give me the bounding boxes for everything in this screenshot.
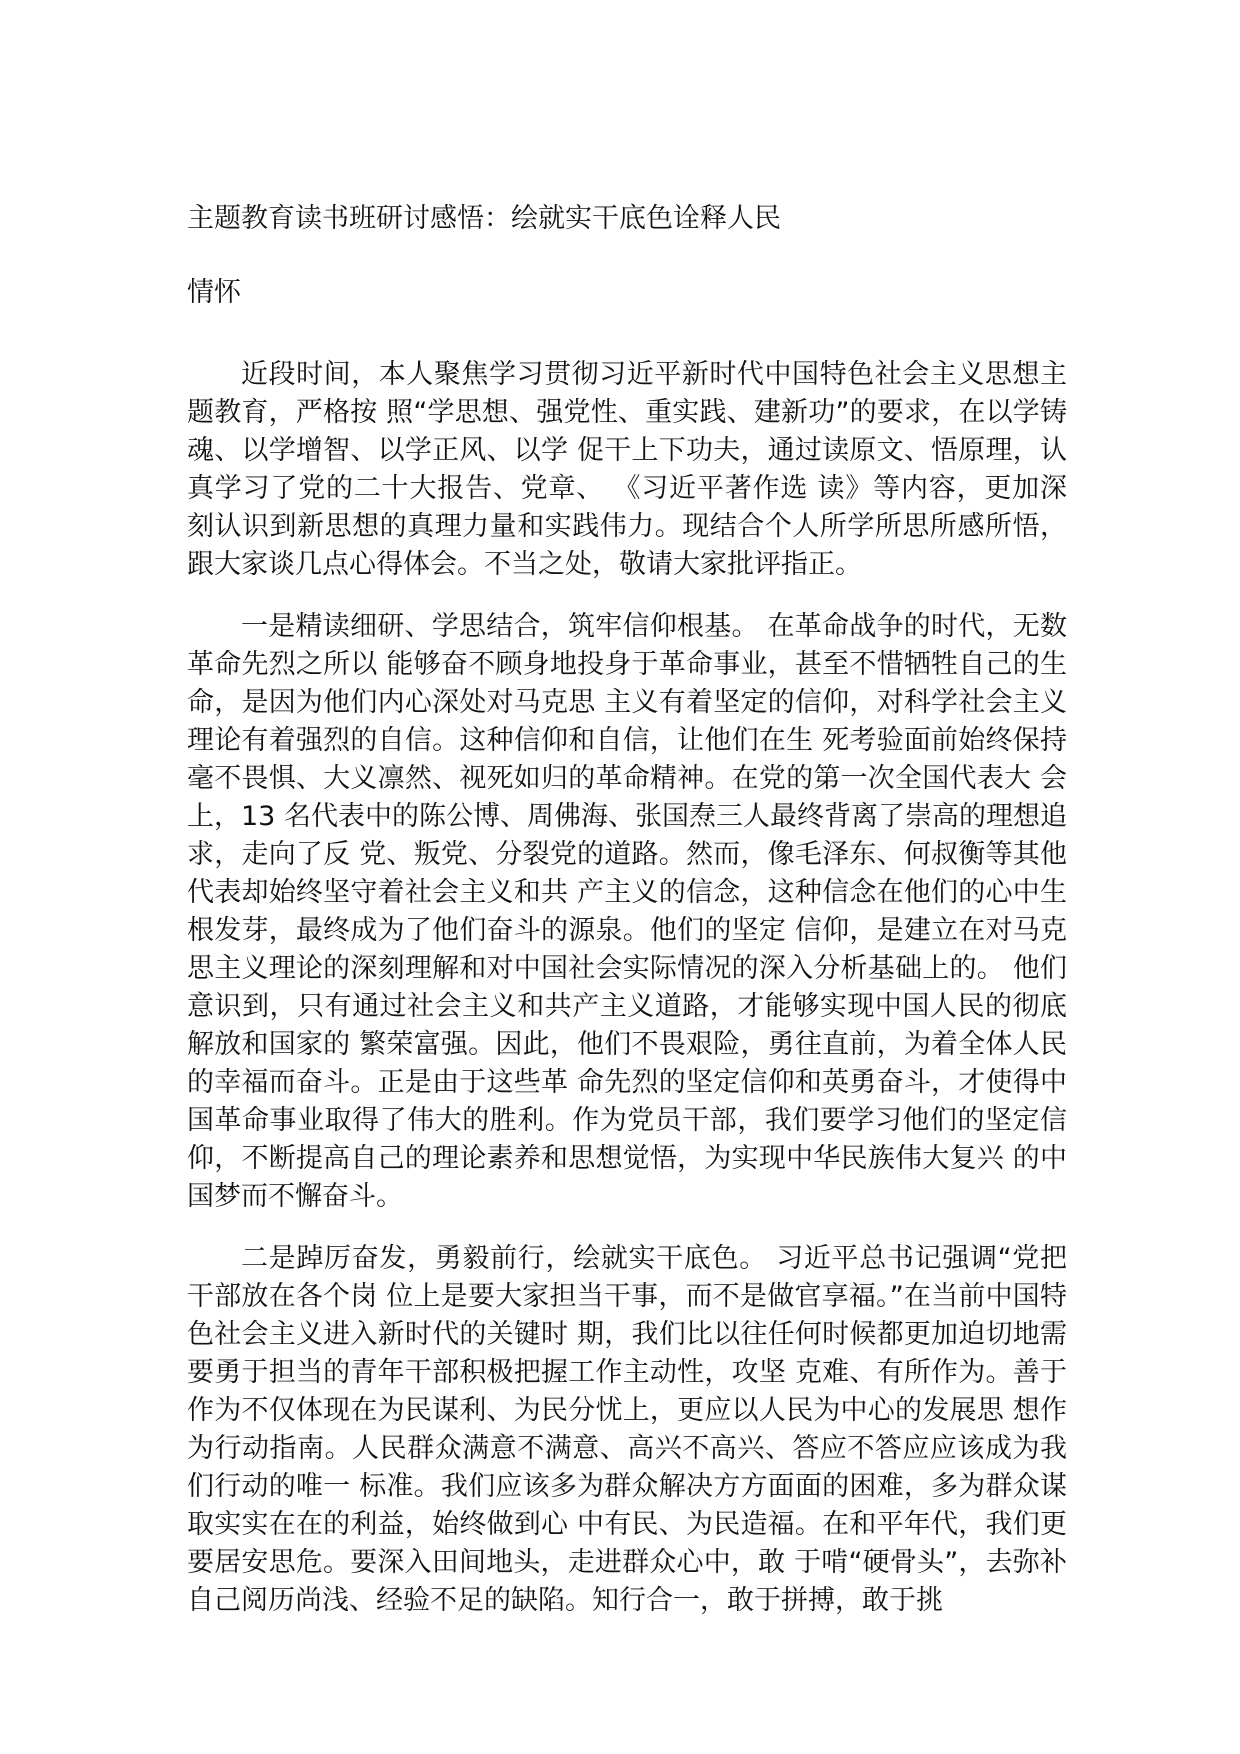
paragraph-intro: 近段时间，本人聚焦学习贯彻习近平新时代中国特色社会主义思想主题教育，严格按 照“学思想、强党性、重实践、建新功”的要求，在以学铸魂、以学增智、以学正风、以学 促干上下功夫，通过读原文、悟原理，认真学习了党的二十大报告、党章、 《习近平著作选 读》等内容，更加深刻认识到新思想的真理力量和实践伟力。现结合个人所学所思所感所悟， 跟大家谈几点心得体会。不当之处，敬请大家批评指正。 [187,359,1067,580]
document-page [187,200,1067,1620]
document-title-line-2: 情怀 [187,277,241,308]
paragraph-point-one: 一是精读细研、学思结合，筑牢信仰根基。 在革命战争的时代，无数革命先烈之所以 能够奋不顾身地投身于革命事业，甚至不惜牺牲自己的生命，是因为他们内心深处对马克思 主义有着坚定的信仰，对科学社会主义理论有着强烈的自信。这种信仰和自信，让他们在生 死考验面前始终保持毫不畏惧、大义凛然、视死如归的革命精神。在党的第一次全国代表大 会上，13 名代表中的陈公博、周佛海、张国焘三人最终背离了崇高的理想追求，走向了反 党、叛党、分裂党的道路。然而，像毛泽东、何叔衡等其他代表却始终坚守着社会主义和共 产主义的信念，这种信念在他们的心中生根发芽，最终成为了他们奋斗的源泉。他们的坚定 信仰，是建立在对马克思主义理论的深刻理解和对中国社会实际情况的深入分析基础上的。 他们意识到，只有通过社会主义和共产主义道路，才能够实现中国人民的彻底解放和国家的 繁荣富强。因此，他们不畏艰险，勇往直前，为着全体人民的幸福而奋斗。正是由于这些革 命先烈的坚定信仰和英勇奋斗，才使得中国革命事业取得了伟大的胜利。作为党员干部，我们要学习他们的坚定信仰，不断提高自己的理论素养和思想觉悟，为实现中华民族伟大复兴 的中国梦而不懈奋斗。 [187,611,1067,1212]
paragraph-point-two: 二是踔厉奋发，勇毅前行，绘就实干底色。 习近平总书记强调“党把干部放在各个岗 位上是要大家担当干事，而不是做官享福。”在当前中国特色社会主义进入新时代的关键时 期，我们比以往任何时候都更加迫切地需要勇于担当的青年干部积极把握工作主动性，攻坚 克难、有所作为。善于作为不仅体现在为民谋利、为民分忧上，更应以人民为中心的发展思 想作为行动指南。人民群众满意不满意、高兴不高兴、答应不答应应该成为我们行动的唯一 标准。我们应该多为群众解决方方面面的困难，多为群众谋取实实在在的利益，始终做到心 中有民、为民造福。在和平年代，我们更要居安思危。要深入田间地头，走进群众心中，敢 于啃“硬骨头”，去弥补自己阅历尚浅、经验不足的缺陷。知行合一，敢于拼搏，敢于挑 [187,1243,1067,1616]
document-title-line-1: 主题教育读书班研讨感悟：绘就实干底色诠释人民 [187,203,781,234]
